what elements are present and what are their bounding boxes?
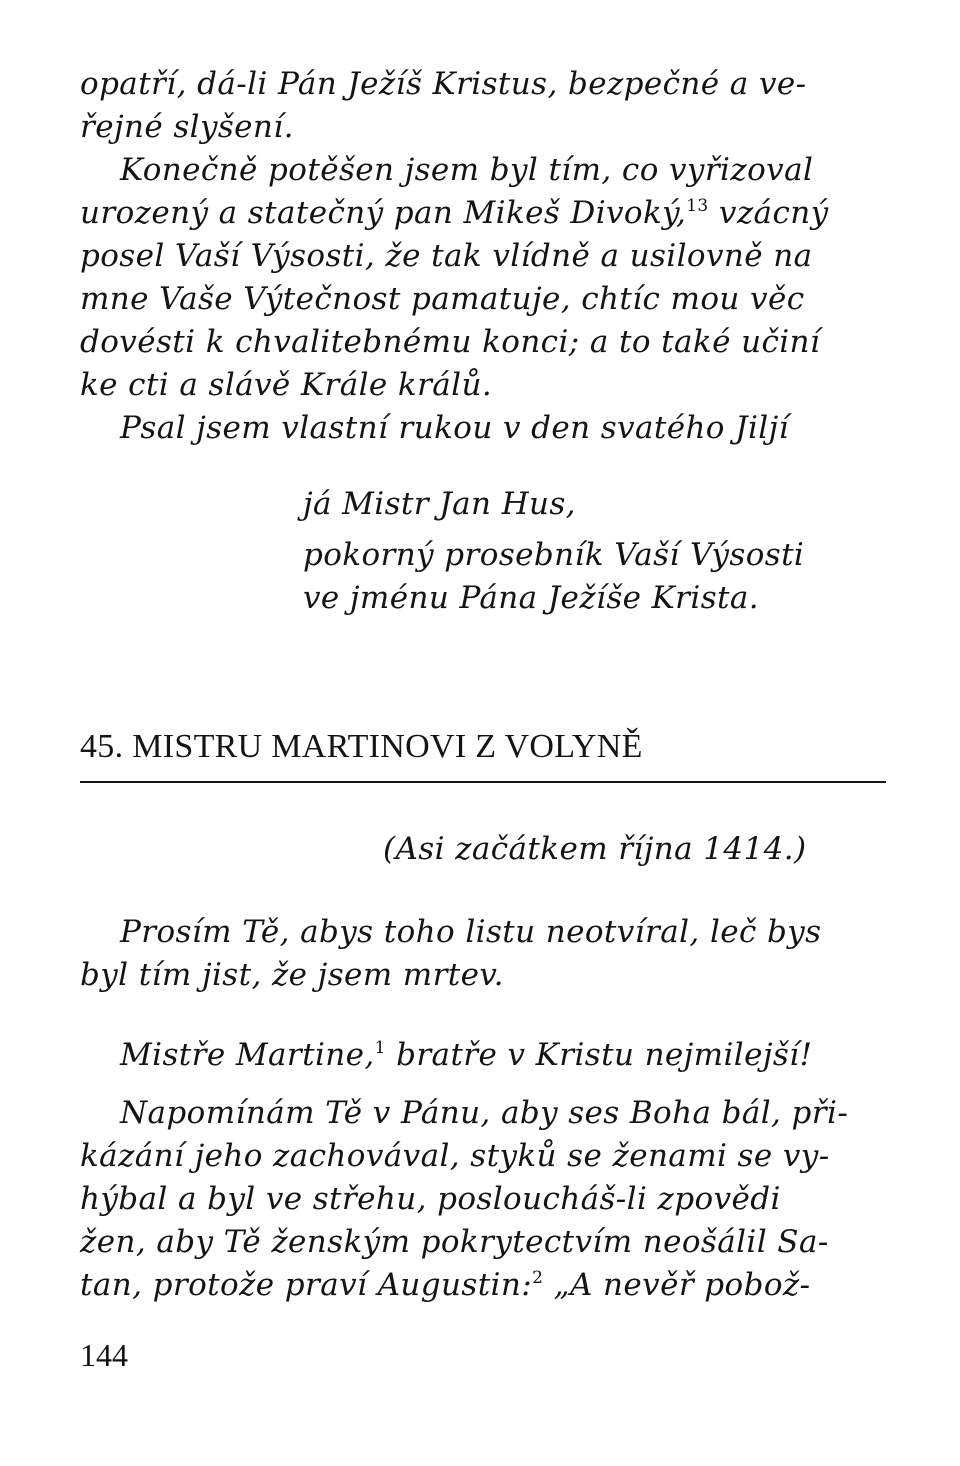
signature-line: ve jménu Pána Ježíše Krista. — [303, 580, 760, 616]
text-line: tan, protože praví Augustin:$^2$ „A nevěř pobož- — [80, 1267, 811, 1303]
signature-line: pokorný prosebník Vaší Výsosti — [303, 537, 805, 573]
heading-rule — [80, 781, 886, 783]
text-line: mne Vaše Výtečnost pamatuje, chtíc mou věc — [80, 281, 805, 317]
closing-line: Psal jsem vlastní rukou v den svatého Jiljí — [120, 410, 789, 446]
text-line: posel Vaší Výsosti, že tak vlídně a usilovně na — [80, 238, 813, 274]
signature-line: já Mistr Jan Hus, — [303, 486, 576, 522]
instruction-line: byl tím jist, že jsem mrtev. — [80, 957, 504, 993]
page-number: 144 — [80, 1337, 128, 1373]
salutation: Mistře Martine,$^1$ bratře v Kristu nejmilejší! — [120, 1037, 813, 1073]
text-line: hýbal a byl ve střehu, posloucháš-li zpovědi — [80, 1181, 781, 1217]
text-line: ke cti a slávě Krále králů. — [80, 367, 493, 403]
instruction-line: Prosím Tě, abys toho listu neotvíral, leč bys — [120, 914, 822, 950]
text-line: řejné slyšení. — [80, 109, 294, 145]
text-line: žen, aby Tě ženským pokrytectvím neošálil Sa- — [80, 1224, 829, 1260]
text-line: kázání jeho zachovával, styků se ženami se vy- — [80, 1138, 830, 1174]
footnote-marker: 2 — [532, 1268, 544, 1288]
footnote-marker: 13 — [686, 196, 709, 216]
date-note: (Asi začátkem října 1414.) — [383, 831, 807, 867]
text-line: opatří, dá-li Pán Ježíš Kristus, bezpečné a ve- — [80, 66, 807, 102]
footnote-marker: 1 — [374, 1038, 386, 1058]
text-line: urozený a statečný pan Mikeš Divoký,$^{13}$ vzácný — [80, 195, 829, 231]
text-line: Konečně potěšen jsem byl tím, co vyřizoval — [120, 152, 814, 188]
text-line: dovésti k chvalitebnému konci; a to také učiní — [80, 324, 821, 360]
section-heading: 45. MISTRU MARTINOVI Z VOLYNĚ — [80, 728, 643, 765]
text-line: Napomínám Tě v Pánu, aby ses Boha bál, při- — [120, 1095, 849, 1131]
